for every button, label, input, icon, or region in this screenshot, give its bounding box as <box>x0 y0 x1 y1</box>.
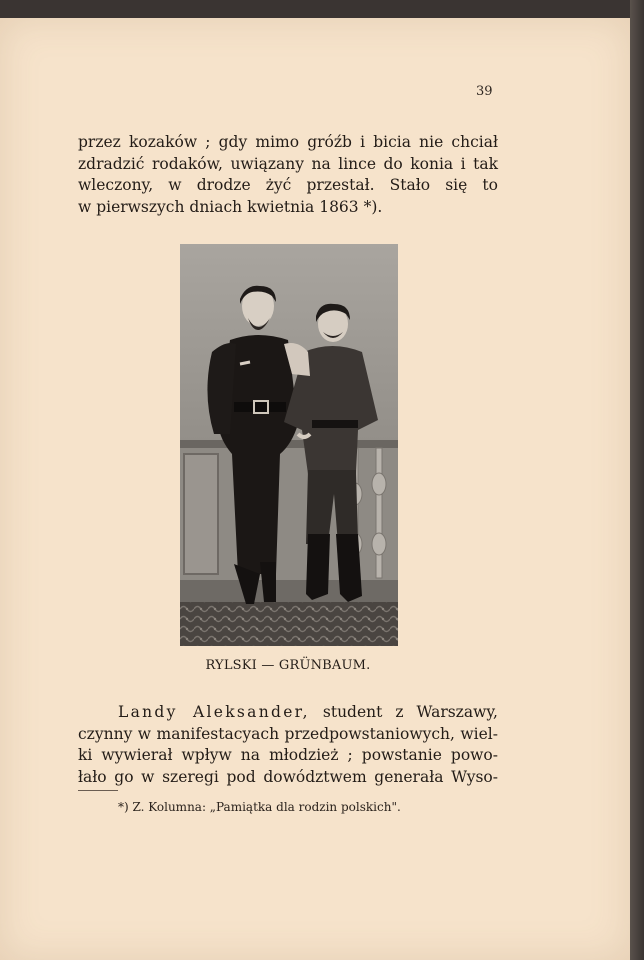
text-line: zdradzić rodaków, uwiązany na lince do konia i tak <box>78 154 498 173</box>
person-name: Landy Aleksander, <box>118 703 310 721</box>
portrait-photo <box>180 244 398 646</box>
book-edge <box>630 0 644 960</box>
page-number: 39 <box>476 84 493 99</box>
text-line: łało go w szeregi pod dowództwem generała Wyso- <box>78 767 498 786</box>
text-line: wleczony, w drodze żyć przestał. Stało się to <box>78 176 498 194</box>
text-fragment: student z Warszawy, <box>322 703 498 721</box>
text-line: w pierwszych dniach kwietnia 1863 *). <box>78 197 383 216</box>
text-line: ki wywierał wpływ na młodzież ; powstanie powo- <box>78 746 498 764</box>
footnote: *) Z. Kolumna: „Pamiątka dla rodzin polskich". <box>118 800 401 814</box>
text-line-first <box>78 702 498 724</box>
text-line: przez kozaków ; gdy mimo gróźb i bicia nie chciał <box>78 133 498 151</box>
text-line: czynny w manifestacyach przedpowstaniowych, wiel- <box>78 724 498 743</box>
footnote-divider <box>78 790 118 791</box>
book-page <box>0 18 633 960</box>
portrait-photo-illustration <box>180 244 398 646</box>
paragraph-top <box>78 132 498 218</box>
photo-caption: RYLSKI — GRÜNBAUM. <box>205 658 371 673</box>
paragraph-bottom <box>78 702 498 788</box>
